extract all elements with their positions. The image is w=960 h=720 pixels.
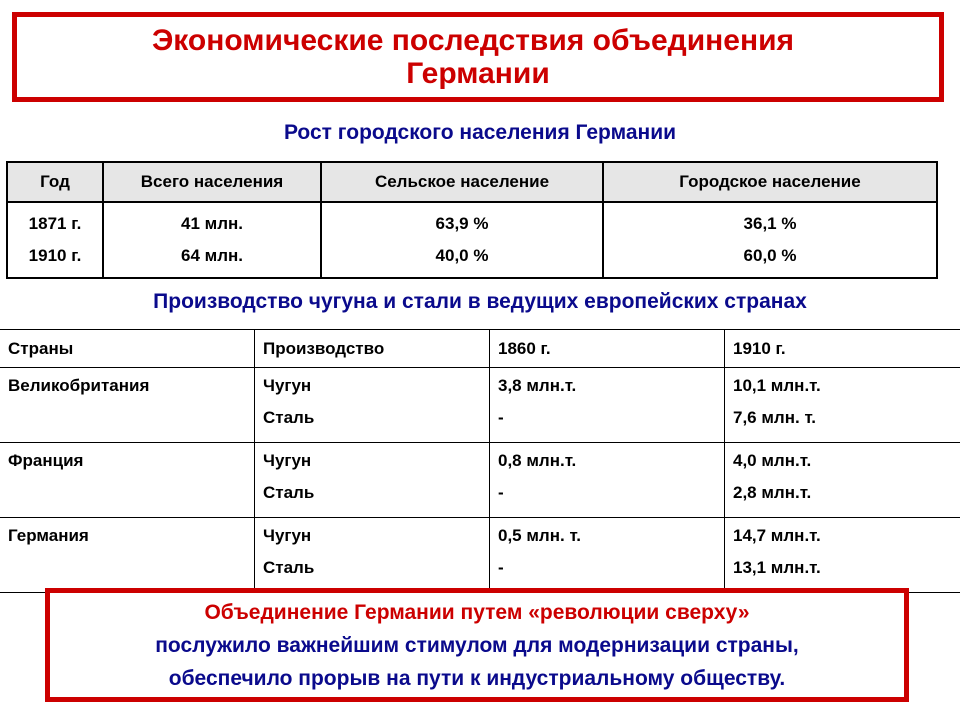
value-1910-cell <box>725 368 960 443</box>
product-cell <box>255 518 490 593</box>
population-data-row <box>7 202 937 278</box>
conclusion-frame <box>45 588 909 702</box>
conclusion-line2: послужило важнейшим стимулом для модернизации страны, <box>155 633 799 657</box>
steel-1910: 13,1 млн.т. <box>733 558 821 577</box>
total-1910: 64 млн. <box>181 246 243 265</box>
year-1910: 1910 г. <box>28 246 82 265</box>
product-iron: Чугун <box>263 451 312 470</box>
urban-1910: 60,0 % <box>743 246 797 265</box>
col-header-year: Год <box>7 162 103 202</box>
col-header-rural: Сельское население <box>321 162 603 202</box>
title-frame <box>12 12 944 102</box>
iron-1860: 0,5 млн. т. <box>498 526 581 545</box>
col-header-total: Всего населения <box>103 162 321 202</box>
production-heading: Производство чугуна и стали в ведущих европейских странах <box>153 290 807 313</box>
urban-1871: 36,1 % <box>743 214 797 233</box>
iron-1860: 3,8 млн.т. <box>498 376 577 395</box>
table-row <box>0 518 960 593</box>
cell-urban <box>603 202 937 278</box>
table-row <box>0 443 960 518</box>
page-title-line1: Экономические последствия объединения <box>151 24 795 57</box>
product-steel: Сталь <box>263 558 315 577</box>
country-cell: Великобритания <box>0 368 255 443</box>
population-heading: Рост городского населения Германии <box>283 121 677 144</box>
col-header-countries: Страны <box>0 330 255 368</box>
conclusion-line3: обеспечило прорыв на пути к индустриальному обществу. <box>168 666 786 690</box>
product-cell <box>255 368 490 443</box>
page-title-line2: Германии <box>406 57 550 90</box>
steel-1910: 7,6 млн. т. <box>733 408 816 427</box>
value-1860-cell <box>490 368 725 443</box>
cell-total <box>103 202 321 278</box>
population-header-row <box>7 162 937 202</box>
value-1910-cell <box>725 443 960 518</box>
col-header-production: Производство <box>255 330 490 368</box>
product-steel: Сталь <box>263 408 315 427</box>
country-cell: Германия <box>0 518 255 593</box>
steel-1860: - <box>498 483 504 502</box>
product-iron: Чугун <box>263 376 312 395</box>
conclusion-line1: Объединение Германии путем «революции сверху» <box>204 600 750 624</box>
iron-1910: 4,0 млн.т. <box>733 451 812 470</box>
production-header-row <box>0 330 960 368</box>
iron-1910: 14,7 млн.т. <box>733 526 821 545</box>
steel-1860: - <box>498 558 504 577</box>
steel-1910: 2,8 млн.т. <box>733 483 812 502</box>
year-1871: 1871 г. <box>28 214 82 233</box>
product-steel: Сталь <box>263 483 315 502</box>
iron-1860: 0,8 млн.т. <box>498 451 577 470</box>
rural-1910: 40,0 % <box>435 246 489 265</box>
rural-1871: 63,9 % <box>435 214 489 233</box>
production-table <box>0 329 960 593</box>
total-1871: 41 млн. <box>181 214 243 233</box>
value-1910-cell <box>725 518 960 593</box>
col-header-urban: Городское население <box>603 162 937 202</box>
col-header-1860: 1860 г. <box>490 330 725 368</box>
cell-rural <box>321 202 603 278</box>
iron-1910: 10,1 млн.т. <box>733 376 821 395</box>
product-iron: Чугун <box>263 526 312 545</box>
country-cell: Франция <box>0 443 255 518</box>
col-header-1910: 1910 г. <box>725 330 960 368</box>
value-1860-cell <box>490 443 725 518</box>
product-cell <box>255 443 490 518</box>
value-1860-cell <box>490 518 725 593</box>
table-row <box>0 368 960 443</box>
cell-years <box>7 202 103 278</box>
population-table <box>6 161 938 279</box>
steel-1860: - <box>498 408 504 427</box>
